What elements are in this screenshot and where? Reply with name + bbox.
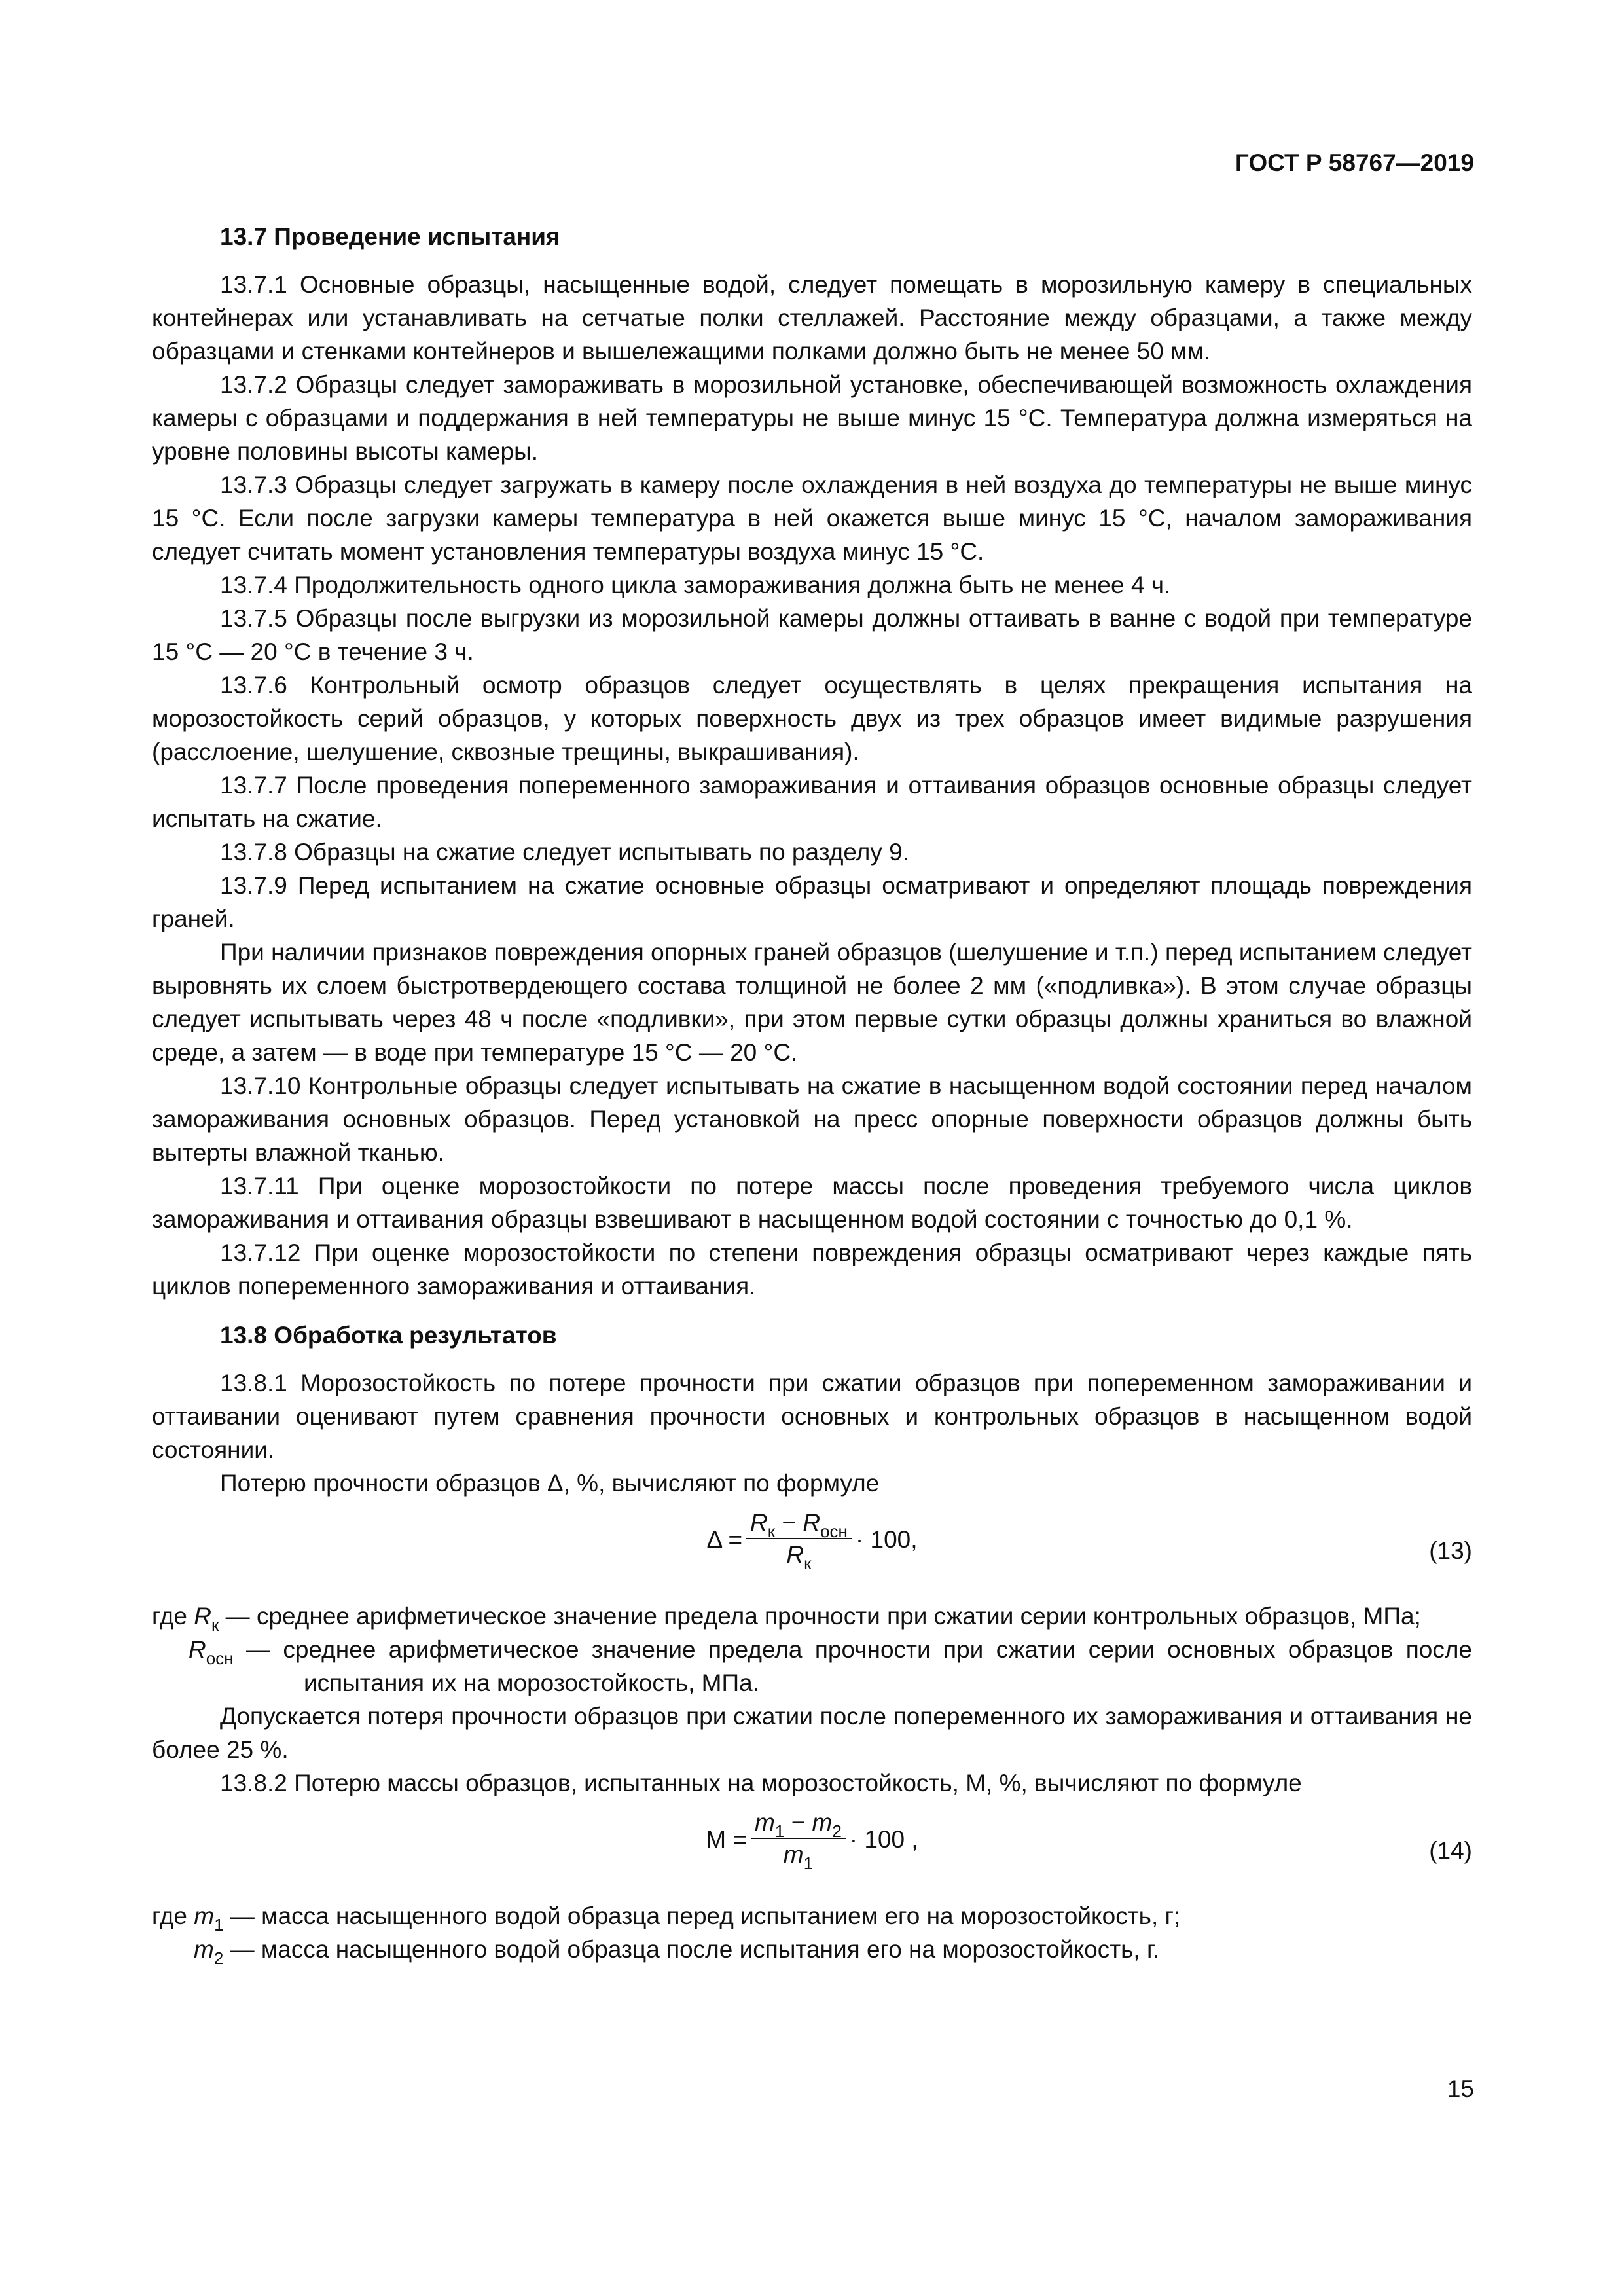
paragraph-13-7-12: 13.7.12 При оценке морозостойкости по степени повреждения образцы осматривают через каждые пять циклов попеременного замораживания и оттаивания. xyxy=(152,1239,1472,1300)
formula-13-subscript: осн xyxy=(820,1522,848,1541)
paragraph-13-7-9: 13.7.9 Перед испытанием на сжатие основные образцы осматривают и определяют площадь повреждения граней. xyxy=(152,872,1472,932)
formula-13-subscript: к xyxy=(804,1554,812,1573)
legend-description: — масса насыщенного водой образца перед испытанием его на морозостойкость, г; xyxy=(223,1903,1181,1929)
paragraph-13-7-3: 13.7.3 Образцы следует загружать в камеру после охлаждения в ней воздуха до температуры не выше минус 15 °C. Если после загрузки камеры температура в ней окажется выше минус 15 °C, началом замораживания следует считать момент установления температуры воздуха минус 15 °C. xyxy=(152,471,1472,565)
section-heading-13-8: 13.8 Обработка результатов xyxy=(220,1322,557,1349)
paragraph-13-7-6: 13.7.6 Контрольный осмотр образцов следует осуществлять в целях прекращения испытания на морозостойкость серий образцов, у которых поверхность двух из трех образцов имеет видимые разрушения (расслоение, шелушение, сквозные трещины, выкрашивания). xyxy=(152,672,1472,765)
formula-13-symbol: R xyxy=(750,1509,768,1536)
paragraph-formula-intro-13: Потерю прочности образцов Δ, %, вычисляют по формуле xyxy=(220,1470,880,1497)
formula-13-number: (13) xyxy=(1429,1537,1472,1564)
paragraph-13-8-2: 13.8.2 Потерю массы образцов, испытанных на морозостойкость, М, %, вычисляют по формуле xyxy=(220,1770,1302,1796)
formula-13-fraction xyxy=(746,1508,852,1571)
formula-13-subscript: к xyxy=(767,1522,776,1541)
formula-14-lhs: M = xyxy=(706,1825,748,1853)
formula-13-lhs: Δ = xyxy=(706,1525,743,1553)
paragraph-13-7-5: 13.7.5 Образцы после выгрузки из морозильной камеры должны оттаивать в ванне с водой при температуре 15 °C — 20 °C в течение 3 ч. xyxy=(152,605,1472,665)
formula-14-denominator xyxy=(783,1839,814,1873)
legend-13-item xyxy=(152,1599,1472,1633)
page-number: 15 xyxy=(1447,2075,1474,2102)
formula-14-symbol: m xyxy=(755,1809,775,1836)
formula-13 xyxy=(152,1508,1472,1590)
legend-symbol: m xyxy=(194,1936,214,1963)
section-heading-13-7: 13.7 Проведение испытания xyxy=(220,223,560,250)
paragraph-13-7-9-cont: При наличии признаков повреждения опорных граней образцов (шелушение и т.п.) перед испытанием следует выровнять их слоем быстротвердеющего состава толщиной не более 2 мм («подливка»). В этом случае образцы следует испытывать через 48 ч после «подливки», при этом первые сутки образцы должны храниться во влажной среде, а затем — в воде при температуре 15 °C — 20 °C. xyxy=(152,939,1472,1066)
formula-14-fraction xyxy=(751,1808,846,1873)
legend-prefix: где xyxy=(152,1903,194,1929)
formula-14 xyxy=(152,1808,1472,1890)
formula-14-subscript: 2 xyxy=(832,1821,842,1841)
legend-symbol: m xyxy=(194,1903,215,1929)
formula-14-numerator xyxy=(751,1808,846,1839)
formula-14-subscript: 1 xyxy=(774,1821,785,1841)
legend-symbol: R xyxy=(194,1603,212,1630)
legend-description: — среднее арифметическое значение предела прочности при сжатии серии контрольных образцов, МПа; xyxy=(219,1603,1421,1630)
formula-13-symbol: R xyxy=(803,1509,821,1536)
legend-subscript: 2 xyxy=(213,1948,224,1968)
formula-13-denominator xyxy=(786,1539,811,1571)
legend-subscript: осн xyxy=(206,1649,234,1668)
legend-14 xyxy=(152,1899,1472,1966)
paragraph-13-8-1: 13.8.1 Морозостойкость по потере прочности при сжатии образцов при попеременном замораживании и оттаивании оценивают путем сравнения прочности основных и контрольных образцов в насыщенном водой состоянии. xyxy=(152,1370,1472,1463)
formula-13-numerator xyxy=(746,1508,852,1539)
legend-description: — масса насыщенного водой образца после испытания его на морозостойкость, г. xyxy=(223,1936,1160,1963)
legend-symbol: R xyxy=(189,1636,206,1663)
formula-14-symbol: m xyxy=(783,1841,804,1868)
formula-14-number: (14) xyxy=(1429,1837,1472,1864)
formula-13-operator: − xyxy=(775,1509,803,1536)
paragraph-13-7-1: 13.7.1 Основные образцы, насыщенные водой, следует помещать в морозильную камеру в специальных контейнерах или устанавливать на сетчатые полки стеллажей. Расстояние между образцами, а также между образцами и стенками контейнеров и вышележащими полками должно быть не менее 50 мм. xyxy=(152,271,1472,365)
formula-14-operator: − xyxy=(784,1809,812,1836)
paragraph-13-7-2: 13.7.2 Образцы следует замораживать в морозильной установке, обеспечивающей возможность охлаждения камеры с образцами и поддержания в ней температуры не выше минус 15 °C. Температура должна измеряться на уровне половины высоты камеры. xyxy=(152,371,1472,465)
legend-description: — среднее арифметическое значение предела прочности при сжатии серии основных образцов после испытания их на морозостойкость, МПа. xyxy=(233,1636,1472,1696)
paragraph-13-7-8: 13.7.8 Образцы на сжатие следует испытывать по разделу 9. xyxy=(220,839,909,866)
paragraph-13-7-11: 13.7.11 При оценке морозостойкости по потере массы после проведения требуемого числа циклов замораживания и оттаивания образцы взвешивают в насыщенном водой состоянии с точностью до 0,1 %. xyxy=(152,1173,1472,1233)
formula-14-symbol: m xyxy=(812,1809,833,1836)
formula-14-tail: · 100 , xyxy=(849,1825,918,1853)
legend-14-item xyxy=(152,1933,1472,1966)
legend-subscript: 1 xyxy=(214,1915,224,1935)
paragraph-allowed-loss: Допускается потеря прочности образцов при сжатии после попеременного их замораживания и оттаивания не более 25 %. xyxy=(152,1703,1472,1763)
legend-subscript: к xyxy=(211,1615,219,1635)
formula-13-tail: · 100, xyxy=(855,1525,918,1553)
formula-13-symbol: R xyxy=(786,1541,804,1568)
legend-13 xyxy=(152,1599,1472,1700)
legend-13-item xyxy=(152,1633,1472,1700)
legend-14-item xyxy=(152,1899,1472,1933)
legend-prefix: где xyxy=(152,1603,194,1630)
page-content xyxy=(152,220,1472,1966)
standard-designation: ГОСТ Р 58767—2019 xyxy=(1235,149,1474,176)
formula-14-subscript: 1 xyxy=(803,1853,814,1873)
paragraph-13-7-7: 13.7.7 После проведения попеременного замораживания и оттаивания образцов основные образцы следует испытать на сжатие. xyxy=(152,772,1472,832)
paragraph-13-7-4: 13.7.4 Продолжительность одного цикла замораживания должна быть не менее 4 ч. xyxy=(220,572,1171,598)
paragraph-13-7-10: 13.7.10 Контрольные образцы следует испытывать на сжатие в насыщенном водой состоянии перед началом замораживания основных образцов. Перед установкой на пресс опорные поверхности образцов должны быть вытерты влажной тканью. xyxy=(152,1072,1472,1166)
